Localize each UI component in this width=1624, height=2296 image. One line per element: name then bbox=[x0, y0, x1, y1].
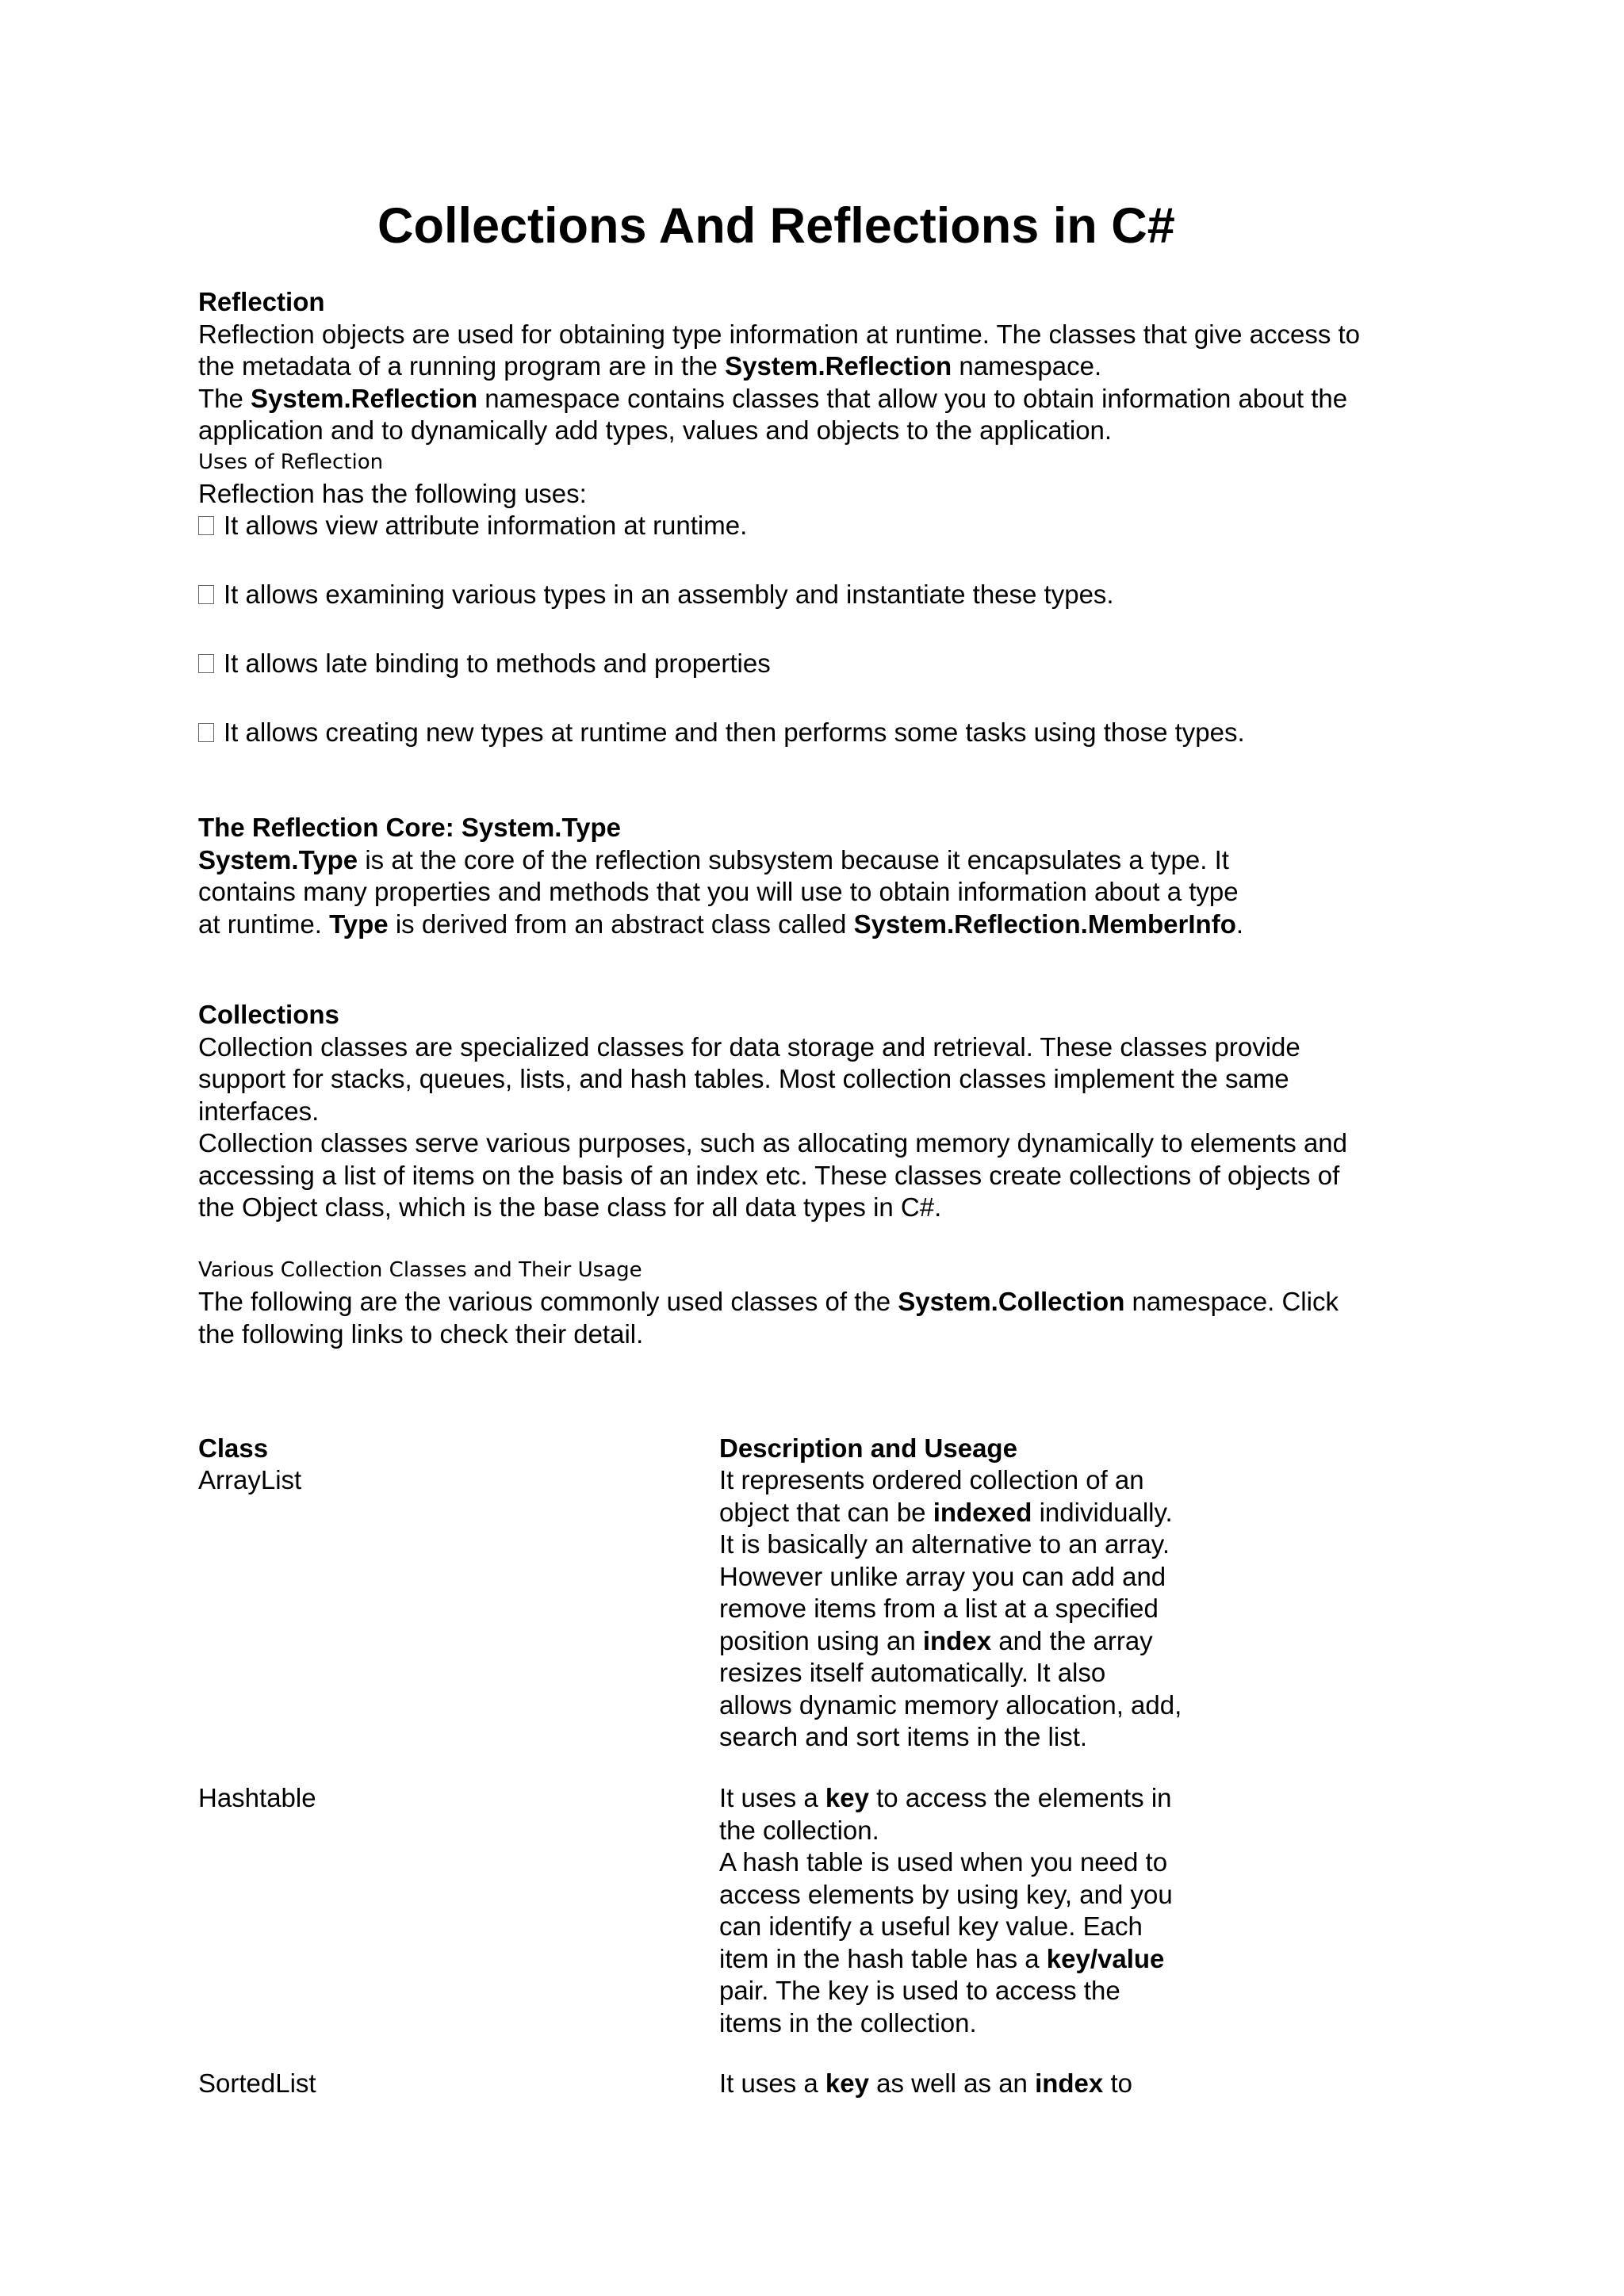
reflection-section bbox=[198, 286, 1360, 447]
reflection-p1-line2: the metadata of a running program are in the System.Reflection namespace. bbox=[198, 351, 1102, 381]
core-line3: at runtime. Type is derived from an abstract class called System.Reflection.MemberInfo. bbox=[198, 909, 1244, 939]
collections-line: support for stacks, queues, lists, and hash tables. Most collection classes implement the same bbox=[198, 1064, 1289, 1093]
checkbox-glyph-icon bbox=[198, 516, 214, 535]
checkbox-glyph-icon bbox=[198, 654, 214, 673]
reflection-p2-line1: The System.Reflection namespace contains classes that allow you to obtain information about the bbox=[198, 383, 1348, 413]
various-intro bbox=[198, 1286, 1339, 1350]
list-item: It allows examining various types in an assembly and instantiate these types. bbox=[198, 579, 1114, 610]
table-row-desc-arraylist: It represents ordered collection of an object that can be indexed individually. It is basically an alternative to an array. However unlike array you can add and remove items from a list at a specified position using an index and the array resizes itself automatically. It also allows dynamic memory allocation, add, search and sort items in the list. bbox=[719, 1465, 1182, 1751]
namespace-ref: System.Reflection bbox=[725, 351, 952, 381]
core-heading: The Reflection Core: System.Type bbox=[198, 813, 622, 842]
various-line1: The following are the various commonly used classes of the System.Collection namespace. Click bbox=[198, 1287, 1339, 1316]
list-item: It allows creating new types at runtime and then performs some tasks using those types. bbox=[198, 717, 1245, 748]
table-row-class-hashtable: Hashtable bbox=[198, 1783, 316, 1812]
namespace-ref: System.Reflection bbox=[251, 383, 478, 413]
table-header-description: Description and Useage bbox=[719, 1433, 1017, 1463]
various-line2: the following links to check their detail. bbox=[198, 1318, 644, 1349]
table-row-class-sortedlist: SortedList bbox=[198, 2068, 316, 2098]
collections-line: Collection classes serve various purposes, such as allocating memory dynamically to elements and bbox=[198, 1128, 1348, 1158]
collections-line: interfaces. bbox=[198, 1096, 320, 1126]
checkbox-glyph-icon bbox=[198, 723, 214, 742]
table-header-class: Class bbox=[198, 1433, 269, 1463]
table-row-desc-sortedlist: It uses a key as well as an index to bbox=[719, 2068, 1132, 2098]
list-item: It allows view attribute information at runtime. bbox=[198, 510, 747, 541]
table-row-desc-hashtable: It uses a key to access the elements in the collection. A hash table is used when you need to access elements by using key, and you can identify a useful key value. Each item in the hash table has a key/value pair. The key is used to access the items in the collection. bbox=[719, 1783, 1173, 2038]
page-title: Collections And Reflections in C# bbox=[377, 198, 1175, 254]
collections-section bbox=[198, 999, 1347, 1224]
core-line1: System.Type is at the core of the reflection subsystem because it encapsulates a type. It bbox=[198, 844, 1229, 874]
reflection-heading: Reflection bbox=[198, 287, 325, 316]
reflection-core-section bbox=[198, 812, 1243, 940]
uses-subheading: Uses of Reflection bbox=[198, 450, 384, 474]
collections-line: accessing a list of items on the basis of an index etc. These classes create collections of objects of bbox=[198, 1160, 1340, 1190]
list-item: It allows late binding to methods and properties bbox=[198, 648, 771, 679]
reflection-p1-line1: Reflection objects are used for obtaining type information at runtime. The classes that give access to bbox=[198, 319, 1361, 349]
collections-heading: Collections bbox=[198, 1000, 339, 1029]
various-subheading: Various Collection Classes and Their Usage bbox=[198, 1258, 642, 1282]
uses-intro: Reflection has the following uses: bbox=[198, 479, 587, 508]
collections-line: Collection classes are specialized classes for data storage and retrieval. These classes provide bbox=[198, 1031, 1300, 1062]
table-row-class-arraylist: ArrayList bbox=[198, 1465, 302, 1494]
reflection-p2-line2: application and to dynamically add types, values and objects to the application. bbox=[198, 415, 1113, 445]
collections-line: the Object class, which is the base class for all data types in C#. bbox=[198, 1192, 942, 1222]
core-line2: contains many properties and methods that you will use to obtain information about a type bbox=[198, 877, 1239, 906]
checkbox-glyph-icon bbox=[198, 585, 214, 604]
